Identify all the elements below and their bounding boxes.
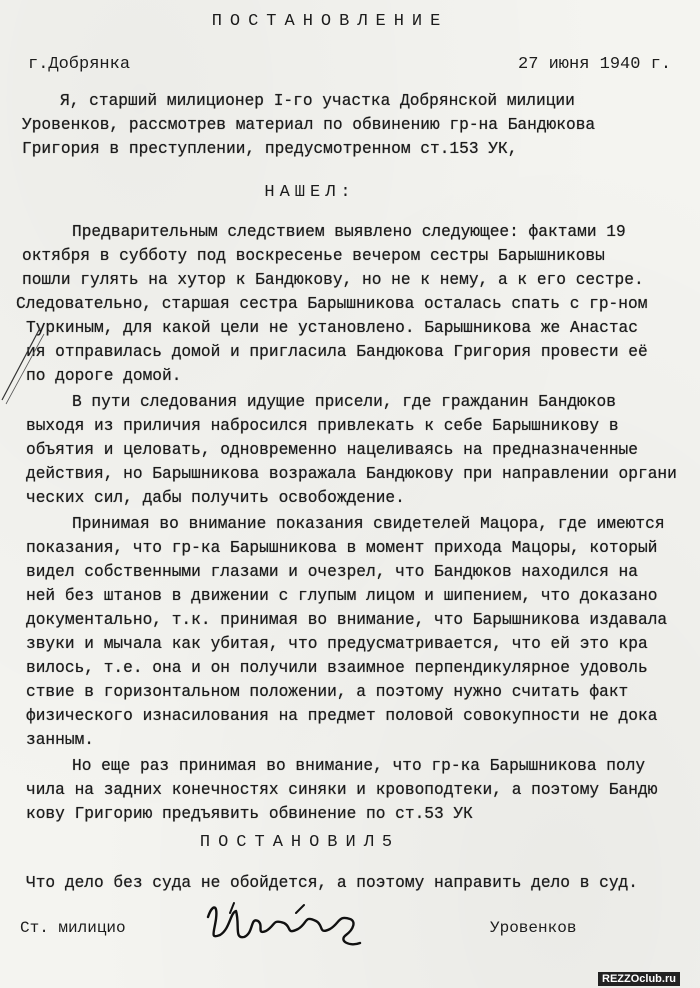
body-line: Предварительным следствием выявлено следующее: фактами 19 bbox=[72, 223, 626, 241]
body-line: ней без штанов в движении с глупым лицом и шипением, что доказано bbox=[26, 587, 658, 605]
found-heading: НАШЕЛ: bbox=[264, 183, 356, 202]
body-line: видел собственными глазами и очезрел, что Бандюков находился на bbox=[26, 563, 638, 581]
body-line: выходя из приличия набросился привлекать к себе Барышникову в bbox=[26, 417, 619, 435]
body-line: физического изнасилования на предмет половой совокупности не дока bbox=[26, 707, 658, 725]
body-line: октября в субботу под воскресенье вечером сестры Барышниковы bbox=[22, 247, 605, 265]
body-line: вилось, т.е. она и он получили взаимное перпендикулярное удоволь bbox=[26, 659, 648, 677]
decree-heading: ПОСТАНОВИЛ5 bbox=[199, 833, 401, 852]
body-line: занным. bbox=[26, 731, 94, 749]
handwritten-signature bbox=[200, 895, 370, 955]
body-line: звуки и мычала как убитая, что предусматривается, что ей это кра bbox=[26, 635, 648, 653]
intro-line: Уровенков, рассмотрев материал по обвинению гр-на Бандюкова bbox=[22, 116, 596, 134]
body-line: чила на задних конечностях синяки и кровоподтеки, а поэтому Бандю bbox=[26, 781, 658, 799]
decision-text: Что дело без суда не обойдется, а поэтому направить дело в суд. bbox=[26, 874, 638, 892]
body-line: ствие в горизонтальном положении, а поэтому нужно считать факт bbox=[26, 683, 629, 701]
document-date: 27 июня 1940 г. bbox=[518, 55, 672, 74]
body-line: Следовательно, старшая сестра Барышникова осталась спать с гр-ном bbox=[16, 295, 648, 313]
body-line: ия отправилась домой и пригласила Бандюкова Григория провести её bbox=[26, 343, 648, 361]
site-watermark: REZZOclub.ru bbox=[598, 972, 680, 986]
body-line: ческих сил, дабы получить освобождение. bbox=[26, 489, 405, 507]
signer-role: Ст. милицио bbox=[20, 919, 126, 937]
body-line: по дороге домой. bbox=[26, 367, 182, 385]
body-line: Принимая во внимание показания свидетелей Мацора, где имеются bbox=[72, 515, 665, 533]
signer-name: Уровенков bbox=[490, 919, 577, 937]
place-of-issue: г.Добрянка bbox=[28, 55, 131, 74]
body-line: Но еще раз принимая во внимание, что гр-ка Барышникова полу bbox=[72, 757, 646, 775]
body-line: действия, но Барышникова возражала Бандюкову при направлении органи bbox=[26, 465, 677, 483]
intro-line: Я, старший милиционер I-го участка Добрянской милиции bbox=[60, 92, 575, 110]
body-line: объятия и целовать, одновременно нацеливаясь на предназначенные bbox=[26, 441, 638, 459]
margin-pencil-mark bbox=[0, 300, 60, 410]
body-line: пошли гулять на хутор к Бандюкову, но не к нему, а к его сестре. bbox=[22, 271, 644, 289]
body-line: кову Григорию предъявить обвинение по ст.53 УК bbox=[26, 805, 473, 823]
body-line: документально, т.к. принимая во внимание, что Барышникова издавала bbox=[26, 611, 668, 629]
body-line: Туркиным, для какой цели не установлено. Барышникова же Анастас bbox=[26, 319, 638, 337]
intro-line: Григория в преступлении, предусмотренном ст.153 УК, bbox=[22, 140, 518, 158]
body-line: В пути следования идущие присели, где гражданин Бандюков bbox=[72, 393, 616, 411]
document-title: ПОСТАНОВЛЕНИЕ bbox=[211, 12, 449, 31]
body-line: показания, что гр-ка Барышникова в момент прихода Мацоры, который bbox=[26, 539, 658, 557]
